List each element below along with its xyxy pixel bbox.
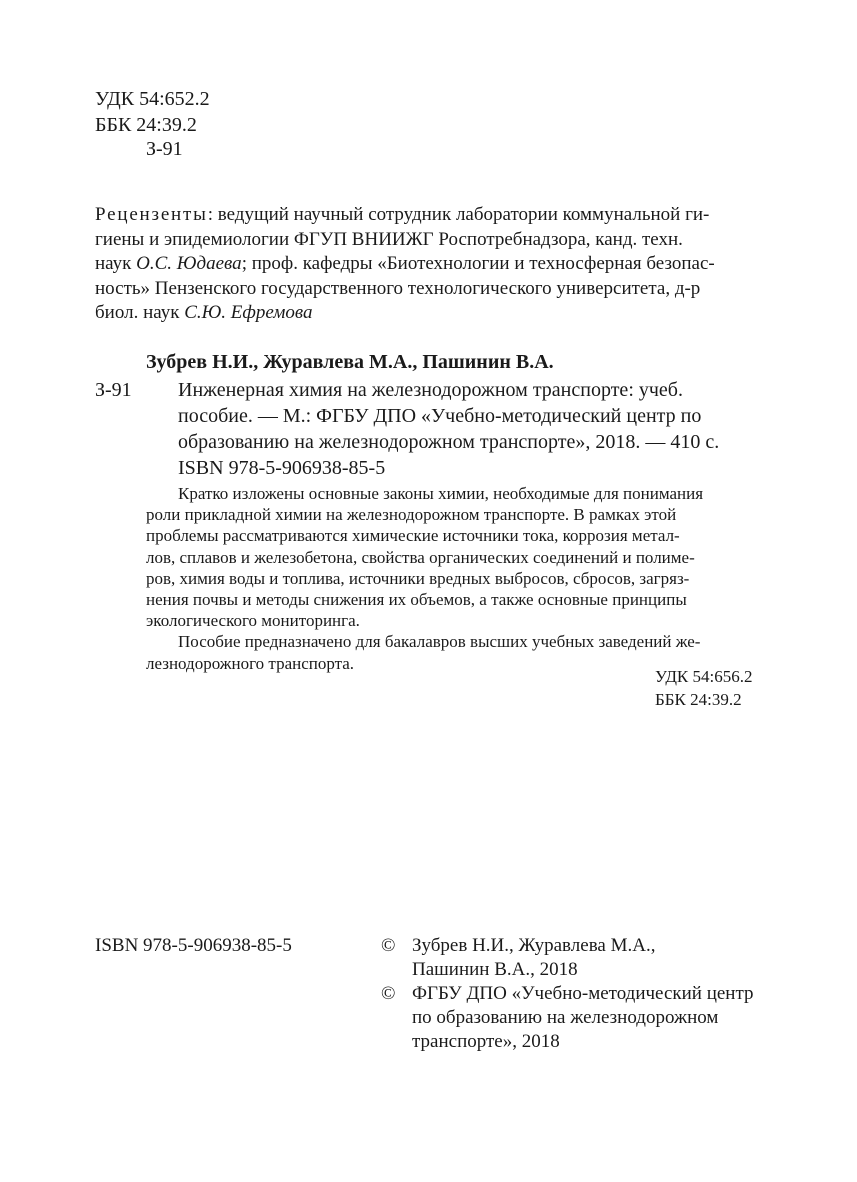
reviewer-name-1: О.С. Юдаева (136, 253, 242, 274)
bbk-code: ББК 24:39.2 (95, 114, 197, 136)
copyright-symbol: © (381, 983, 396, 1004)
abstract-line: Кратко изложены основные законы химии, необходимые для понимания (178, 484, 704, 503)
abstract-line: нения почвы и методы снижения их объемов, а также основные принципы (146, 590, 687, 609)
authors-heading: Зубрев Н.И., Журавлева М.А., Пашинин В.А. (146, 351, 554, 373)
copyright-line: Зубрев Н.И., Журавлева М.А., (412, 935, 656, 956)
footer-isbn: ISBN 978-5-906938-85-5 (95, 935, 292, 956)
reviewers-label: Рецензенты (95, 204, 208, 225)
reviewer-name-2: С.Ю. Ефремова (184, 302, 313, 323)
author-mark: З-91 (146, 138, 183, 160)
copyright-line: транспорте», 2018 (412, 1031, 560, 1052)
abstract-line: роли прикладной химии на железнодорожном транспорте. В рамках этой (146, 505, 677, 525)
reviewers-line-1: Рецензенты: ведущий научный сотрудник лаборатории коммунальной ги- (95, 204, 710, 225)
bibliography-mark: З-91 (95, 379, 132, 401)
bibliography-isbn: ISBN 978-5-906938-85-5 (178, 457, 386, 479)
reviewers-line-5: биол. наук С.Ю. Ефремова (95, 302, 313, 323)
bibliography-line-2: пособие. — М.: ФГБУ ДПО «Учебно-методический центр по (178, 405, 702, 427)
abstract-line: ров, химия воды и топлива, источники вредных выбросов, сбросов, загряз- (146, 568, 690, 588)
abstract-line: лезнодорожного транспорта. (146, 653, 355, 673)
abstract-line: проблемы рассматриваются химические источники тока, коррозия метал- (146, 526, 680, 546)
abstract-bbk: ББК 24:39.2 (655, 690, 742, 709)
abstract-line: лов, сплавов и железобетона, свойства органических соединений и полиме- (146, 547, 695, 567)
abstract-line: Пособие предназначено для бакалавров высших учебных заведений же- (178, 632, 701, 652)
copyright-line: Пашинин В.А., 2018 (412, 959, 578, 980)
reviewers-line-3: наук О.С. Юдаева; проф. кафедры «Биотехнологии и техносферная безопас- (95, 253, 715, 274)
abstract-udk: УДК 54:656.2 (655, 667, 753, 686)
reviewers-line-2: гиены и эпидемиологии ФГУП ВНИИЖГ Роспотребнадзора, канд. техн. (95, 228, 683, 250)
udk-code: УДК 54:652.2 (95, 88, 210, 110)
copyright-symbol: © (381, 935, 396, 956)
bibliography-line-3: образованию на железнодорожном транспорте», 2018. — 410 с. (178, 431, 720, 453)
reviewers-line-4: ность» Пензенского государственного технологического университета, д-р (95, 277, 701, 299)
copyright-line: ФГБУ ДПО «Учебно-методический центр (412, 983, 754, 1004)
copyright-line: по образованию на железнодорожном (412, 1007, 719, 1028)
abstract-line: экологического мониторинга. (146, 611, 360, 631)
bibliography-line-1: Инженерная химия на железнодорожном транспорте: учеб. (178, 379, 683, 401)
